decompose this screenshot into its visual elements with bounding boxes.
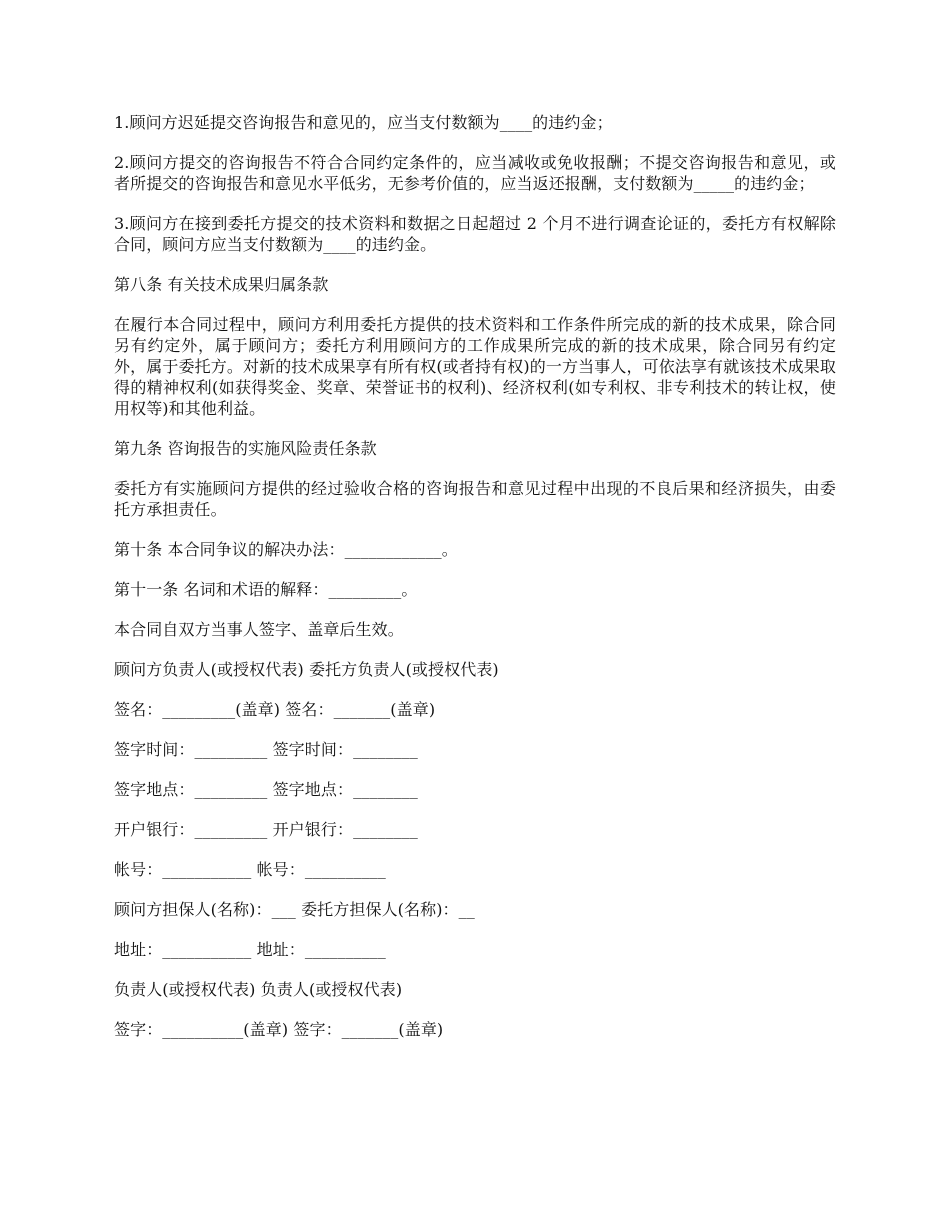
signature-line: 签名：_________(盖章) 签名：_______(盖章): [114, 700, 436, 719]
guarantor-signature-line: 签字：__________(盖章) 签字：_______(盖章): [114, 1020, 444, 1039]
account-line: 帐号：___________ 帐号：__________: [114, 860, 386, 879]
bank-line: 开户银行：_________ 开户银行：________: [114, 820, 418, 839]
article-9-heading: 第九条 咨询报告的实施风险责任条款: [114, 439, 377, 458]
guarantor-representative-line: 负责人(或授权代表) 负责人(或授权代表): [114, 980, 403, 999]
article-9-body: 委托方有实施顾问方提供的经过验收合格的咨询报告和意见过程中出现的不良后果和经济损失，由委托方承担责任。: [114, 479, 836, 519]
article-8-heading: 第八条 有关技术成果归属条款: [114, 275, 329, 294]
clause-item-1: 1.顾问方迟延提交咨询报告和意见的，应当支付数额为____的违约金；: [114, 113, 613, 132]
clause-item-2: 2.顾问方提交的咨询报告不符合合同约定条件的，应当减收或免收报酬；不提交咨询报告和意见，或者所提交的咨询报告和意见水平低劣，无参考价值的，应当返还报酬，支付数额为_____的违约金；: [114, 153, 836, 193]
article-8-body: 在履行本合同过程中，顾问方利用委托方提供的技术资料和工作条件所完成的新的技术成果，除合同另有约定外，属于顾问方；委托方利用顾问方的工作成果所完成的新的技术成果，除合同另有约定外，属于委托方。对新的技术成果享有所有权(或者持有权)的一方当事人，可依法享有就该技术成果取得的精神权利(如获得奖金、奖章、荣誉证书的权利)、经济权利(如专利权、非专利技术的转让权，使用权等)和其他利益。: [114, 315, 836, 418]
address-line: 地址：___________ 地址：__________: [114, 940, 386, 959]
article-11: 第十一条 名词和术语的解释：_________。: [114, 580, 418, 599]
signing-time-line: 签字时间：_________ 签字时间：________: [114, 740, 418, 759]
article-10: 第十条 本合同争议的解决办法：____________。: [114, 540, 458, 559]
signatory-heading: 顾问方负责人(或授权代表) 委托方负责人(或授权代表): [114, 660, 499, 679]
document-body: [114, 112, 836, 1059]
guarantor-line: 顾问方担保人(名称)：___ 委托方担保人(名称)：__: [114, 900, 475, 919]
effectiveness-clause: 本合同自双方当事人签字、盖章后生效。: [114, 620, 404, 639]
signing-place-line: 签字地点：_________ 签字地点：________: [114, 780, 418, 799]
clause-item-3: 3.顾问方在接到委托方提交的技术资料和数据之日起超过 2 个月不进行调查论证的，委托方有权解除合同，顾问方应当支付数额为____的违约金。: [114, 214, 836, 254]
